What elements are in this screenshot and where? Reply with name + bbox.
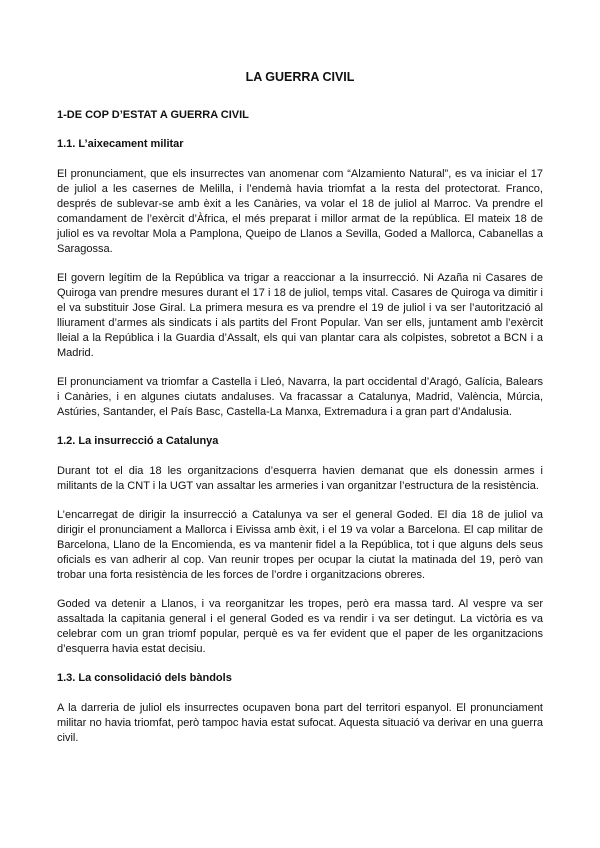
paragraph-1-2-b: L’encarregat de dirigir la insurrecció a Catalunya va ser el general Goded. El dia 18 de juliol va dirigir el pronunciament a Mallorca i Eivissa amb èxit, i el 19 va volar a Barcelona. El cap militar de Barcelona, Llano de la Encomienda, es va mantenir fidel a la República, tot i que alguns dels seus oficials es van adherir al cop. Van reunir tropes per ocupar la ciutat la matinada del 19, però van trobar una forta resistència de les forces de l’ordre i organitzacions obreres. [57,509,543,581]
section-heading-1: 1-DE COP D’ESTAT A GUERRA CIVIL [57,109,249,121]
paragraph-1-1-a: El pronunciament, que els insurrectes van anomenar com “Alzamiento Natural”, es va iniciar el 17 de juliol a les casernes de Melilla, i l’endemà havia triomfat a la resta del protectorat. Franco, després de sublevar-se amb èxit a les Canàries, va volar el 18 de juliol al Marroc. Va prendre el comandament de l’exèrcit d’Àfrica, el més preparat i millor armat de la república. El mateix 18 de juliol es va revoltar Mola a Pamplona, Queipo de Llanos a Sevilla, Goded a Mallorca, Cabanellas a Saragossa. [57,168,543,255]
paragraph-1-2-c: Goded va detenir a Llanos, i va reorganitzar les tropes, però era massa tard. Al vespre va ser assaltada la capitania general i el general Goded es va rendir i va ser detingut. La victòria es va celebrar com un gran triomf popular, perquè es va fer evident que el paper de les organitzacions d’esquerra havia estat decisiu. [57,598,543,655]
paragraph-1-1-b: El govern legítim de la República va trigar a reaccionar a la insurrecció. Ni Azaña ni Casares de Quiroga van prendre mesures durant el 17 i 18 de juliol, temps vital. Casares de Quiroga va dimitir i el va substituir Jose Giral. La primera mesura es va prendre el 19 de juliol i va ser l’autorització al lliurament d’armes als sindicats i als partits del Front Popular. Van ser ells, juntament amb l’exèrcit lleial a la República i la Guardia d’Assalt, els qui van plantar cara als colpistes, sobretot a BCN i a Madrid. [57,272,543,359]
subsection-heading-1-2: 1.2. La insurrecció a Catalunya [57,435,219,447]
subsection-heading-1-3: 1.3. La consolidació dels bàndols [57,672,232,684]
document-title: LA GUERRA CIVIL [245,70,355,84]
paragraph-1-1-c: El pronunciament va triomfar a Castella i Lleó, Navarra, la part occidental d’Aragó, Galícia, Balears i Canàries, i en algunes ciutats andaluses. Va fracassar a Catalunya, Madrid, València, Múrcia, Astúries, Santander, el País Basc, Castella-La Manxa, Extremadura i a gran part d’Andalusia. [57,376,543,418]
paragraph-1-3-a: A la darreria de juliol els insurrectes ocupaven bona part del territori espanyol. El pronunciament militar no havia triomfat, però tampoc havia estat sufocat. Aquesta situació va derivar en una guerra civil. [57,702,543,744]
paragraph-1-2-a: Durant tot el dia 18 les organitzacions d’esquerra havien demanat que els donessin armes i militants de la CNT i la UGT van assaltar les armeries i van organitzar l’estructura de la resistència. [57,465,543,492]
document-body [57,108,543,760]
subsection-heading-1-1: 1.1. L’aixecament militar [57,138,184,150]
